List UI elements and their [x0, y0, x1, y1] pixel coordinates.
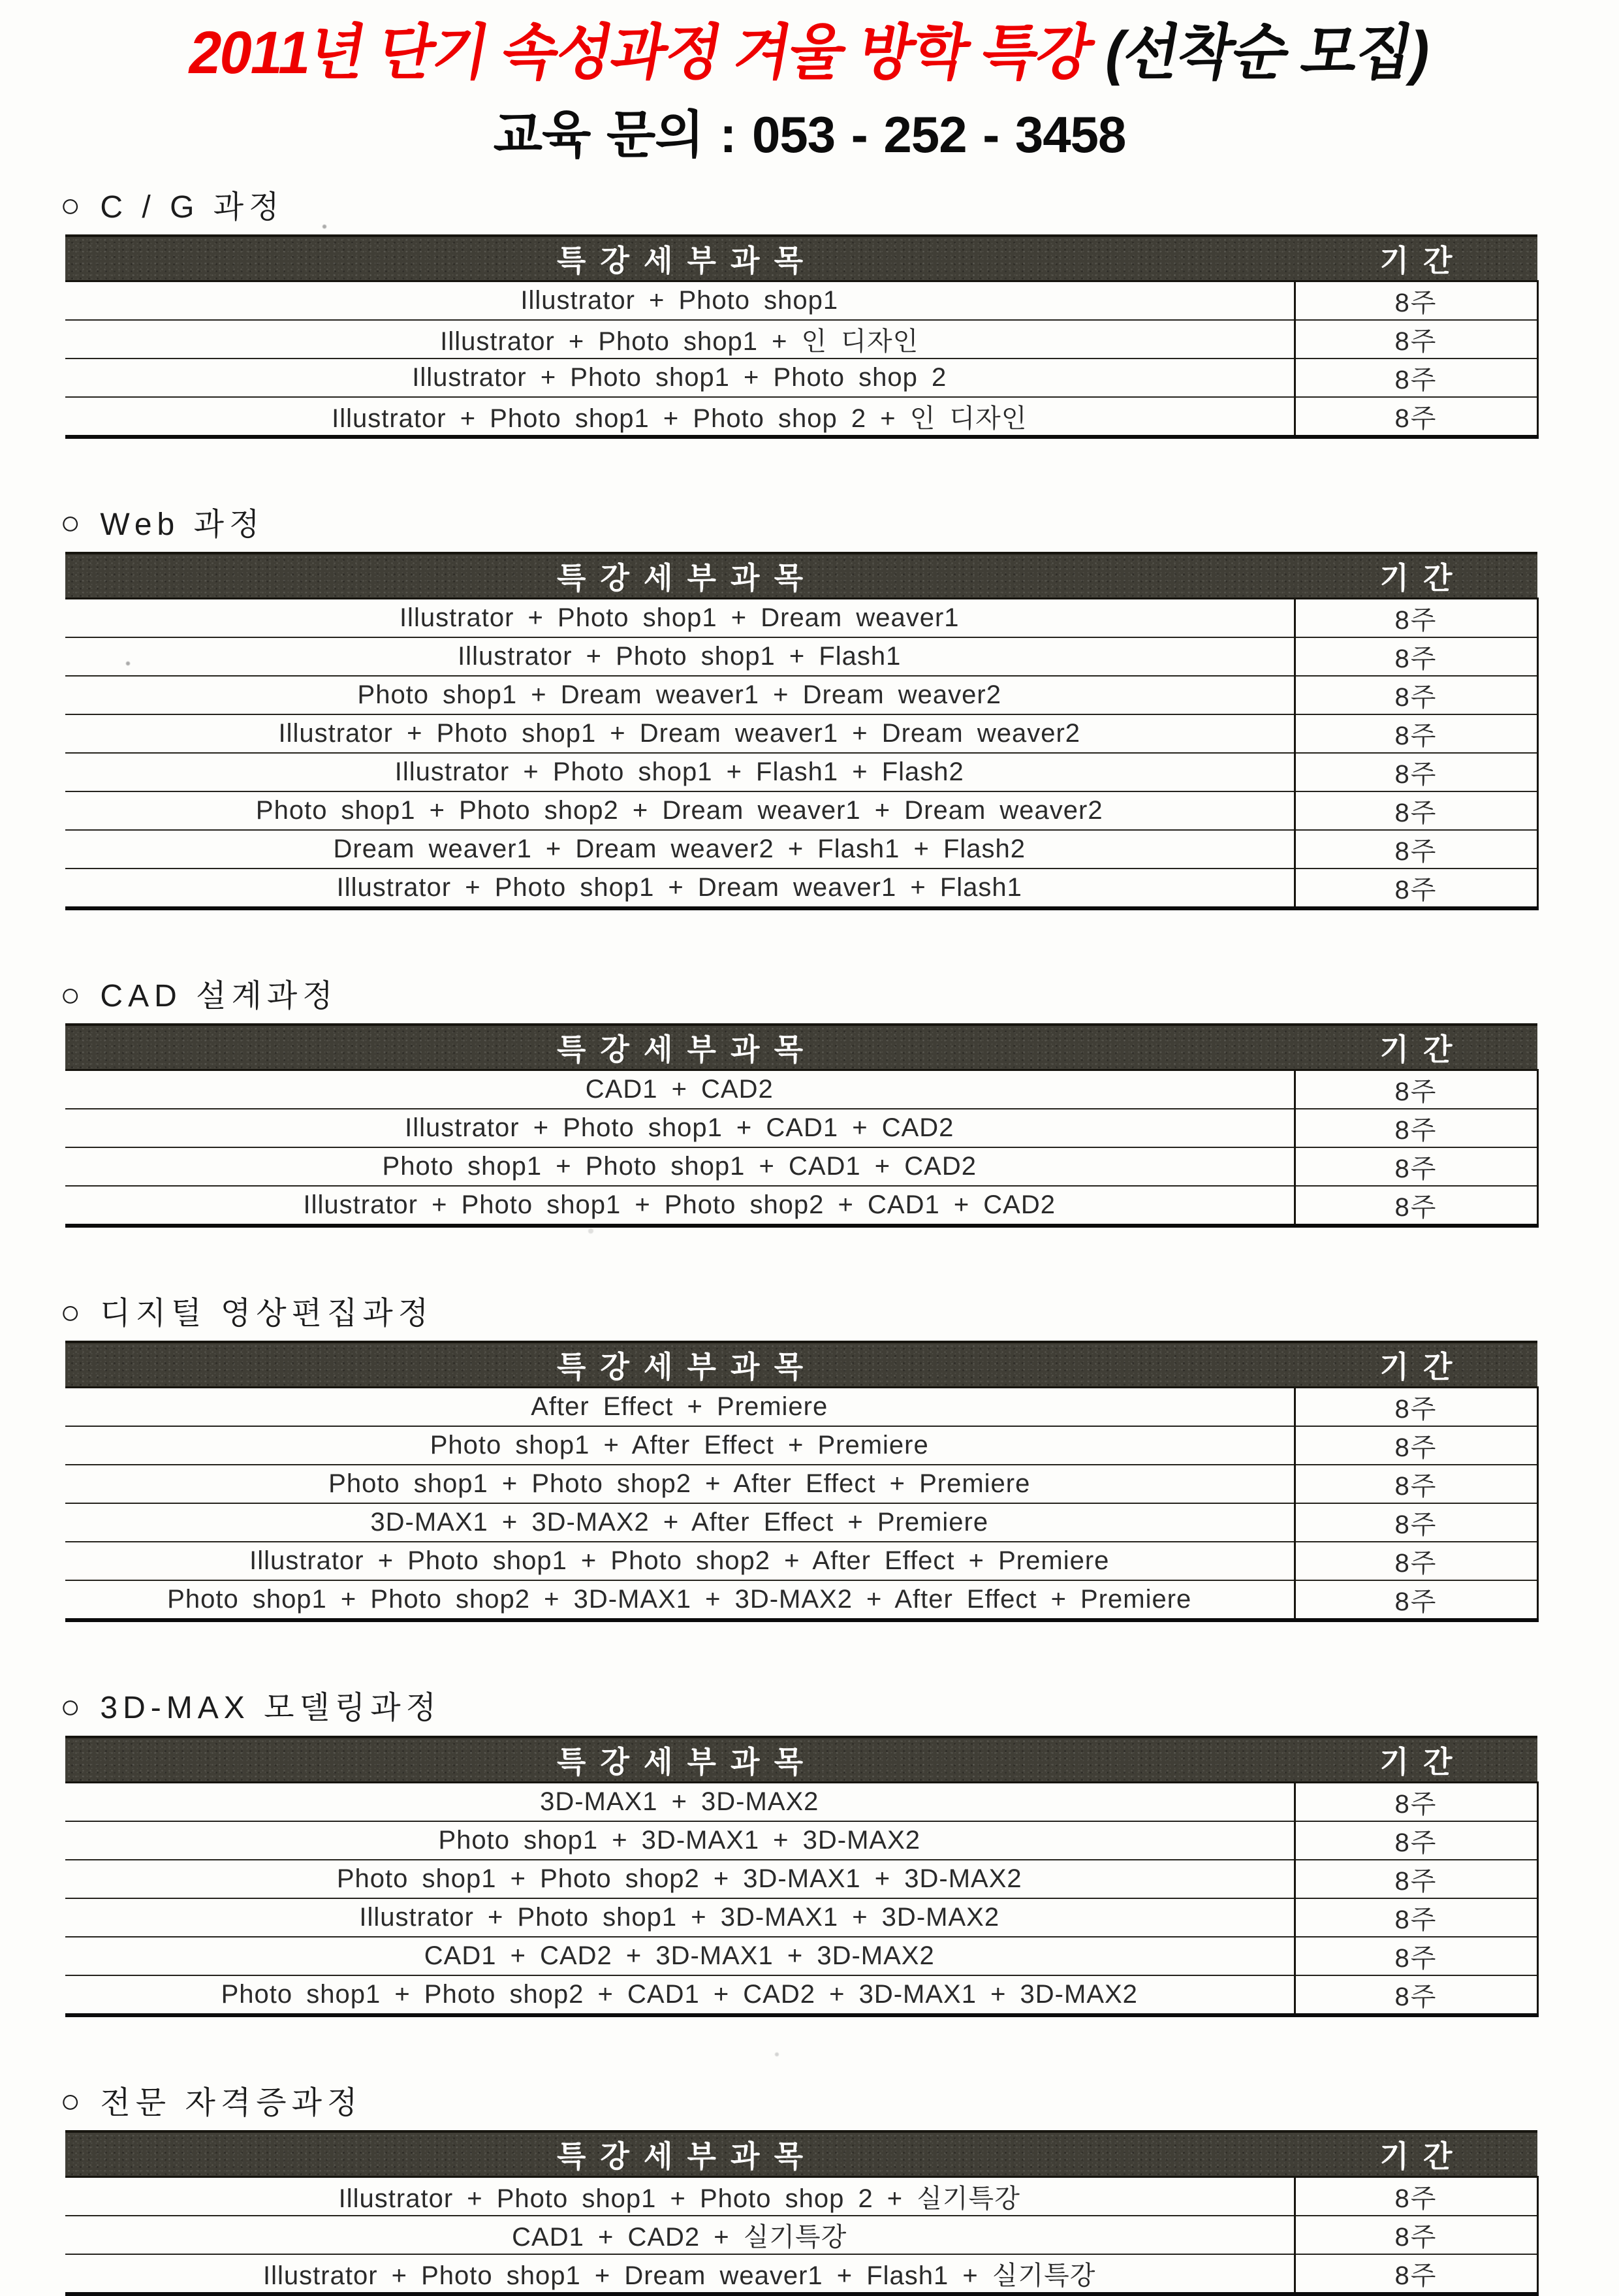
section-heading: [60, 1687, 1619, 1726]
course-table: [65, 1341, 1539, 1622]
subject-cell: Photo shop1 + After Effect + Premiere: [65, 1426, 1295, 1465]
section-heading-label: 3D-MAX 모델링과정: [100, 1691, 441, 1726]
section-heading: [60, 2082, 1619, 2121]
title-red-text: 2011년 단기 속성과정 겨울 방학 특강: [183, 20, 1098, 86]
circle-bullet-icon: ○: [60, 504, 86, 543]
duration-cell: 8주: [1295, 1860, 1537, 1898]
table-row: [65, 1503, 1537, 1542]
column-header-subject: 특강세부과목: [65, 1737, 1295, 1783]
duration-cell: 8주: [1295, 2254, 1537, 2294]
duration-cell: 8주: [1295, 2176, 1537, 2216]
duration-cell: 8주: [1295, 637, 1537, 676]
subject-cell: Photo shop1 + Dream weaver1 + Dream weaver2: [65, 676, 1295, 714]
section-heading-label: CAD 설계과정: [100, 978, 338, 1013]
duration-cell: 8주: [1295, 1937, 1537, 1975]
circle-bullet-icon: ○: [60, 1687, 86, 1726]
duration-cell: 8주: [1295, 359, 1537, 397]
section-heading-label: Web 과정: [100, 507, 265, 542]
subject-cell: After Effect + Premiere: [65, 1388, 1295, 1427]
table-row: [65, 869, 1537, 908]
subject-cell: CAD1 + CAD2 + 실기특강: [65, 2216, 1295, 2254]
course-section: [0, 2082, 1619, 2296]
table-row: [65, 598, 1537, 637]
table-row: [65, 281, 1537, 320]
column-header-duration: 기간: [1295, 1342, 1537, 1388]
subject-cell: Illustrator + Photo shop1 + Photo shop2 + CAD1 + CAD2: [65, 1186, 1295, 1226]
table-row: [65, 791, 1537, 830]
course-section: [0, 978, 1619, 1228]
subject-cell: 3D-MAX1 + 3D-MAX2: [65, 1782, 1295, 1821]
subject-cell: 3D-MAX1 + 3D-MAX2 + After Effect + Premiere: [65, 1503, 1295, 1542]
table-row: [65, 1782, 1537, 1821]
table-body: [65, 1782, 1537, 2015]
table-row: [65, 753, 1537, 791]
subject-cell: Photo shop1 + Photo shop1 + CAD1 + CAD2: [65, 1147, 1295, 1186]
course-section: [0, 504, 1619, 910]
duration-cell: 8주: [1295, 1580, 1537, 1620]
column-header-subject: 특강세부과목: [65, 1025, 1295, 1070]
table-row: [65, 1937, 1537, 1975]
table-row: [65, 676, 1537, 714]
course-table: [65, 552, 1539, 910]
subject-cell: Illustrator + Photo shop1: [65, 281, 1295, 320]
duration-cell: 8주: [1295, 1070, 1537, 1109]
table-row: [65, 1898, 1537, 1937]
table-row: [65, 1186, 1537, 1226]
subject-cell: Photo shop1 + Photo shop2 + 3D-MAX1 + 3D-MAX2: [65, 1860, 1295, 1898]
table-row: [65, 714, 1537, 753]
duration-cell: 8주: [1295, 1465, 1537, 1503]
table-row: [65, 2216, 1537, 2254]
table-body: [65, 598, 1537, 908]
circle-bullet-icon: ○: [60, 1293, 86, 1331]
section-heading: [60, 978, 1619, 1014]
course-table: [65, 2130, 1539, 2296]
duration-cell: 8주: [1295, 397, 1537, 437]
title-black-text: (선착순 모집): [1086, 20, 1436, 86]
table-row: [65, 1542, 1537, 1580]
table-row: [65, 1070, 1537, 1109]
duration-cell: 8주: [1295, 676, 1537, 714]
subject-cell: Photo shop1 + Photo shop2 + Dream weaver1 + Dream weaver2: [65, 791, 1295, 830]
subject-cell: Illustrator + Photo shop1 + Photo shop 2 + 실기특강: [65, 2176, 1295, 2216]
duration-cell: 8주: [1295, 869, 1537, 908]
table-row: [65, 1821, 1537, 1860]
duration-cell: 8주: [1295, 1782, 1537, 1821]
subject-cell: Illustrator + Photo shop1 + CAD1 + CAD2: [65, 1109, 1295, 1147]
duration-cell: 8주: [1295, 1898, 1537, 1937]
table-row: [65, 397, 1537, 437]
column-header-subject: 특강세부과목: [65, 2131, 1295, 2177]
table-row: [65, 1860, 1537, 1898]
duration-cell: 8주: [1295, 2216, 1537, 2254]
duration-cell: 8주: [1295, 1186, 1537, 1226]
subject-cell: Photo shop1 + 3D-MAX1 + 3D-MAX2: [65, 1821, 1295, 1860]
table-body: [65, 1388, 1537, 1621]
section-heading-label: 전문 자격증과정: [100, 2085, 363, 2120]
duration-cell: 8주: [1295, 1147, 1537, 1186]
duration-cell: 8주: [1295, 281, 1537, 320]
table-row: [65, 1975, 1537, 2015]
course-section: [0, 1687, 1619, 2017]
table-row: [65, 830, 1537, 869]
table-body: [65, 281, 1537, 437]
subject-cell: CAD1 + CAD2: [65, 1070, 1295, 1109]
table-header-row: [65, 2131, 1537, 2177]
section-heading-label: C / G 과정: [100, 189, 285, 225]
subject-cell: Illustrator + Photo shop1 + Dream weaver1: [65, 598, 1295, 637]
course-section: [0, 1293, 1619, 1622]
circle-bullet-icon: ○: [60, 2082, 86, 2121]
column-header-duration: 기간: [1295, 1737, 1537, 1783]
table-row: [65, 637, 1537, 676]
column-header-duration: 기간: [1295, 2131, 1537, 2177]
duration-cell: 8주: [1295, 598, 1537, 637]
duration-cell: 8주: [1295, 1388, 1537, 1427]
subject-cell: Illustrator + Photo shop1 + Photo shop 2 + 인 디자인: [65, 397, 1295, 437]
main-title: [183, 14, 1436, 93]
duration-cell: 8주: [1295, 1975, 1537, 2015]
table-header-row: [65, 1025, 1537, 1070]
table-row: [65, 1465, 1537, 1503]
table-row: [65, 2176, 1537, 2216]
course-table: [65, 1736, 1539, 2017]
subject-cell: CAD1 + CAD2 + 3D-MAX1 + 3D-MAX2: [65, 1937, 1295, 1975]
table-row: [65, 359, 1537, 397]
table-row: [65, 1109, 1537, 1147]
subject-cell: Illustrator + Photo shop1 + Photo shop 2: [65, 359, 1295, 397]
duration-cell: 8주: [1295, 1821, 1537, 1860]
section-heading: [60, 504, 1619, 543]
column-header-duration: 기간: [1295, 236, 1537, 281]
section-heading: [60, 189, 1619, 225]
subject-cell: Illustrator + Photo shop1 + Dream weaver1 + Flash1 + 실기특강: [65, 2254, 1295, 2294]
column-header-subject: 특강세부과목: [65, 553, 1295, 599]
table-row: [65, 2254, 1537, 2294]
table-row: [65, 1426, 1537, 1465]
column-header-duration: 기간: [1295, 1025, 1537, 1070]
table-row: [65, 1147, 1537, 1186]
table-row: [65, 320, 1537, 359]
table-header-row: [65, 236, 1537, 281]
course-section: [0, 189, 1619, 439]
column-header-duration: 기간: [1295, 553, 1537, 599]
subject-cell: Illustrator + Photo shop1 + 인 디자인: [65, 320, 1295, 359]
subject-cell: Illustrator + Photo shop1 + Photo shop2 + After Effect + Premiere: [65, 1542, 1295, 1580]
duration-cell: 8주: [1295, 1542, 1537, 1580]
subject-cell: Illustrator + Photo shop1 + Dream weaver1 + Dream weaver2: [65, 714, 1295, 753]
duration-cell: 8주: [1295, 830, 1537, 869]
table-body: [65, 1070, 1537, 1226]
subject-cell: Dream weaver1 + Dream weaver2 + Flash1 + Flash2: [65, 830, 1295, 869]
subject-cell: Illustrator + Photo shop1 + Dream weaver1 + Flash1: [65, 869, 1295, 908]
subject-cell: Illustrator + Photo shop1 + 3D-MAX1 + 3D-MAX2: [65, 1898, 1295, 1937]
section-heading-label: 디지털 영상편집과정: [100, 1296, 434, 1331]
subject-cell: Photo shop1 + Photo shop2 + CAD1 + CAD2 + 3D-MAX1 + 3D-MAX2: [65, 1975, 1295, 2015]
duration-cell: 8주: [1295, 791, 1537, 830]
table-row: [65, 1388, 1537, 1427]
subject-cell: Photo shop1 + Photo shop2 + 3D-MAX1 + 3D-MAX2 + After Effect + Premiere: [65, 1580, 1295, 1620]
duration-cell: 8주: [1295, 1503, 1537, 1542]
table-header-row: [65, 1737, 1537, 1783]
circle-bullet-icon: ○: [60, 187, 86, 225]
table-header-row: [65, 1342, 1537, 1388]
duration-cell: 8주: [1295, 1426, 1537, 1465]
section-heading: [60, 1293, 1619, 1331]
table-body: [65, 2176, 1537, 2294]
page-title: [0, 0, 1619, 93]
course-table: [65, 234, 1539, 439]
duration-cell: 8주: [1295, 1109, 1537, 1147]
duration-cell: 8주: [1295, 714, 1537, 753]
course-table: [65, 1023, 1539, 1228]
table-header-row: [65, 553, 1537, 599]
duration-cell: 8주: [1295, 320, 1537, 359]
duration-cell: 8주: [1295, 753, 1537, 791]
table-row: [65, 1580, 1537, 1620]
subject-cell: Illustrator + Photo shop1 + Flash1: [65, 637, 1295, 676]
contact-line: 교육 문의 : 053 - 252 - 3458: [493, 105, 1126, 163]
subject-cell: Illustrator + Photo shop1 + Flash1 + Flash2: [65, 753, 1295, 791]
circle-bullet-icon: ○: [60, 976, 86, 1014]
column-header-subject: 특강세부과목: [65, 1342, 1295, 1388]
column-header-subject: 특강세부과목: [65, 236, 1295, 281]
course-sections: [0, 189, 1619, 2296]
subject-cell: Photo shop1 + Photo shop2 + After Effect + Premiere: [65, 1465, 1295, 1503]
